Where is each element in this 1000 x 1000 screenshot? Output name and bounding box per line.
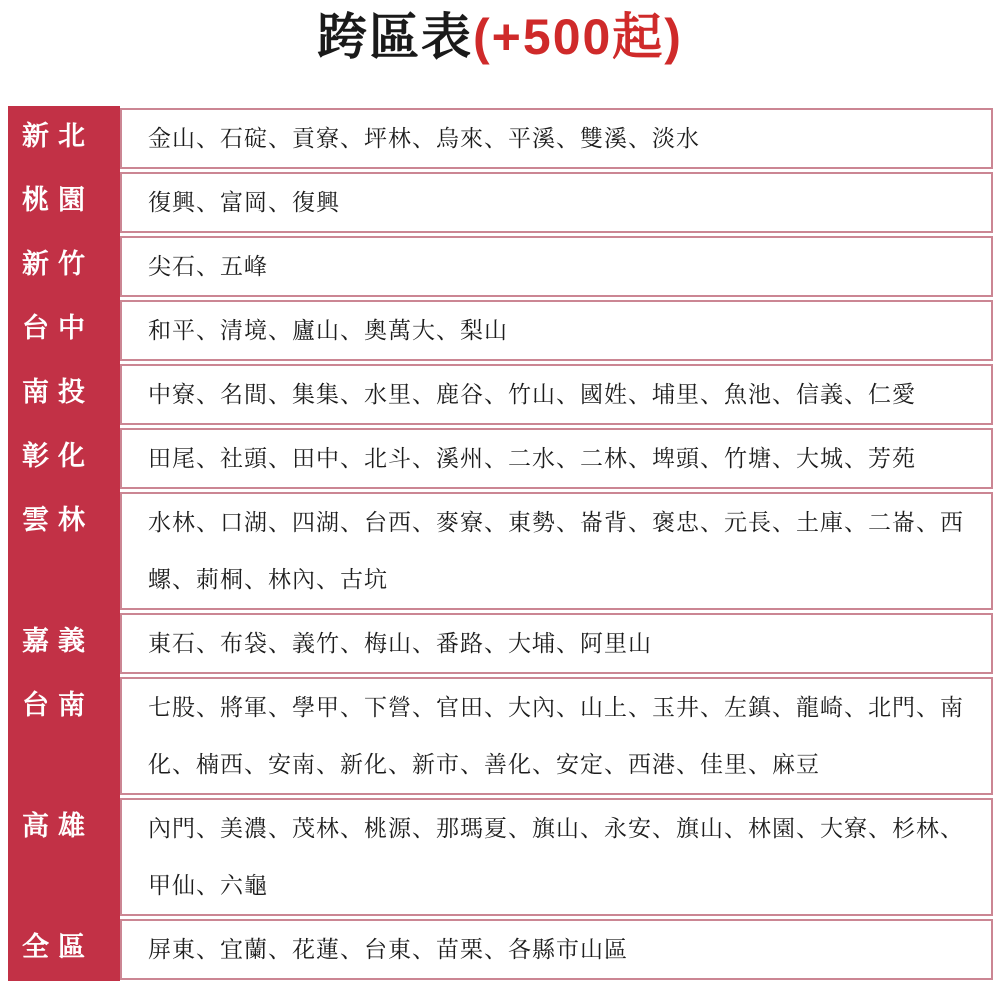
region-label: 雲林	[22, 504, 94, 535]
region-label: 高雄	[22, 810, 94, 841]
districts-list: 田尾、社頭、田中、北斗、溪州、二水、二林、埤頭、竹塘、大城、芳苑	[148, 444, 916, 471]
table-row	[8, 426, 993, 490]
table-row	[8, 106, 993, 170]
region-label-cell	[8, 917, 120, 981]
districts-list: 東石、布袋、義竹、梅山、番路、大埔、阿里山	[148, 629, 652, 656]
region-label-cell	[8, 611, 120, 675]
region-label: 全區	[22, 931, 94, 962]
districts-list: 尖石、五峰	[148, 252, 268, 279]
districts-list: 七股、將軍、學甲、下營、官田、大內、山上、玉井、左鎮、龍崎、北門、南化、楠西、安南、新化、新市、善化、安定、西港、佳里、麻豆	[148, 693, 964, 777]
districts-list: 和平、清境、廬山、奧萬大、梨山	[148, 316, 508, 343]
region-label-cell	[8, 298, 120, 362]
region-label: 台中	[22, 312, 94, 343]
districts-cell	[120, 798, 993, 916]
table-row	[8, 917, 993, 981]
region-label-cell	[8, 796, 120, 917]
region-label: 彰化	[22, 440, 94, 471]
region-label-cell	[8, 490, 120, 611]
districts-cell	[120, 492, 993, 610]
districts-cell	[120, 613, 993, 674]
districts-list: 內門、美濃、茂林、桃源、那瑪夏、旗山、永安、旗山、林園、大寮、杉林、甲仙、六龜	[148, 814, 964, 898]
table-row	[8, 234, 993, 298]
region-label: 新北	[22, 120, 94, 151]
region-label-cell	[8, 170, 120, 234]
districts-list: 金山、石碇、貢寮、坪林、烏來、平溪、雙溪、淡水	[148, 124, 700, 151]
districts-list: 水林、口湖、四湖、台西、麥寮、東勢、崙背、褒忠、元長、土庫、二崙、西螺、莿桐、林內、古坑	[148, 508, 964, 592]
table-row	[8, 170, 993, 234]
region-label: 台南	[22, 689, 94, 720]
region-label-cell	[8, 675, 120, 796]
table-row	[8, 362, 993, 426]
districts-cell	[120, 172, 993, 233]
cross-district-table	[8, 106, 993, 981]
table-row	[8, 675, 993, 796]
region-label: 南投	[22, 376, 94, 407]
region-label-cell	[8, 234, 120, 298]
districts-list: 中寮、名間、集集、水里、鹿谷、竹山、國姓、埔里、魚池、信義、仁愛	[148, 380, 916, 407]
table-row	[8, 298, 993, 362]
region-label-cell	[8, 362, 120, 426]
districts-cell	[120, 300, 993, 361]
districts-cell	[120, 108, 993, 169]
districts-list: 屏東、宜蘭、花蓮、台東、苗栗、各縣市山區	[148, 935, 628, 962]
districts-cell	[120, 677, 993, 795]
page-title	[0, 0, 1000, 68]
districts-cell	[120, 428, 993, 489]
districts-cell	[120, 364, 993, 425]
districts-cell	[120, 236, 993, 297]
districts-cell	[120, 919, 993, 980]
table-row	[8, 611, 993, 675]
title-price-suffix: (+500起)	[473, 9, 683, 65]
region-label: 新竹	[22, 248, 94, 279]
title-main: 跨區表	[317, 9, 474, 65]
region-label-cell	[8, 426, 120, 490]
region-label-cell	[8, 106, 120, 170]
table-row	[8, 490, 993, 611]
districts-list: 復興、富岡、復興	[148, 188, 340, 215]
table-row	[8, 796, 993, 917]
region-label: 桃園	[22, 184, 94, 215]
region-label: 嘉義	[22, 625, 94, 656]
